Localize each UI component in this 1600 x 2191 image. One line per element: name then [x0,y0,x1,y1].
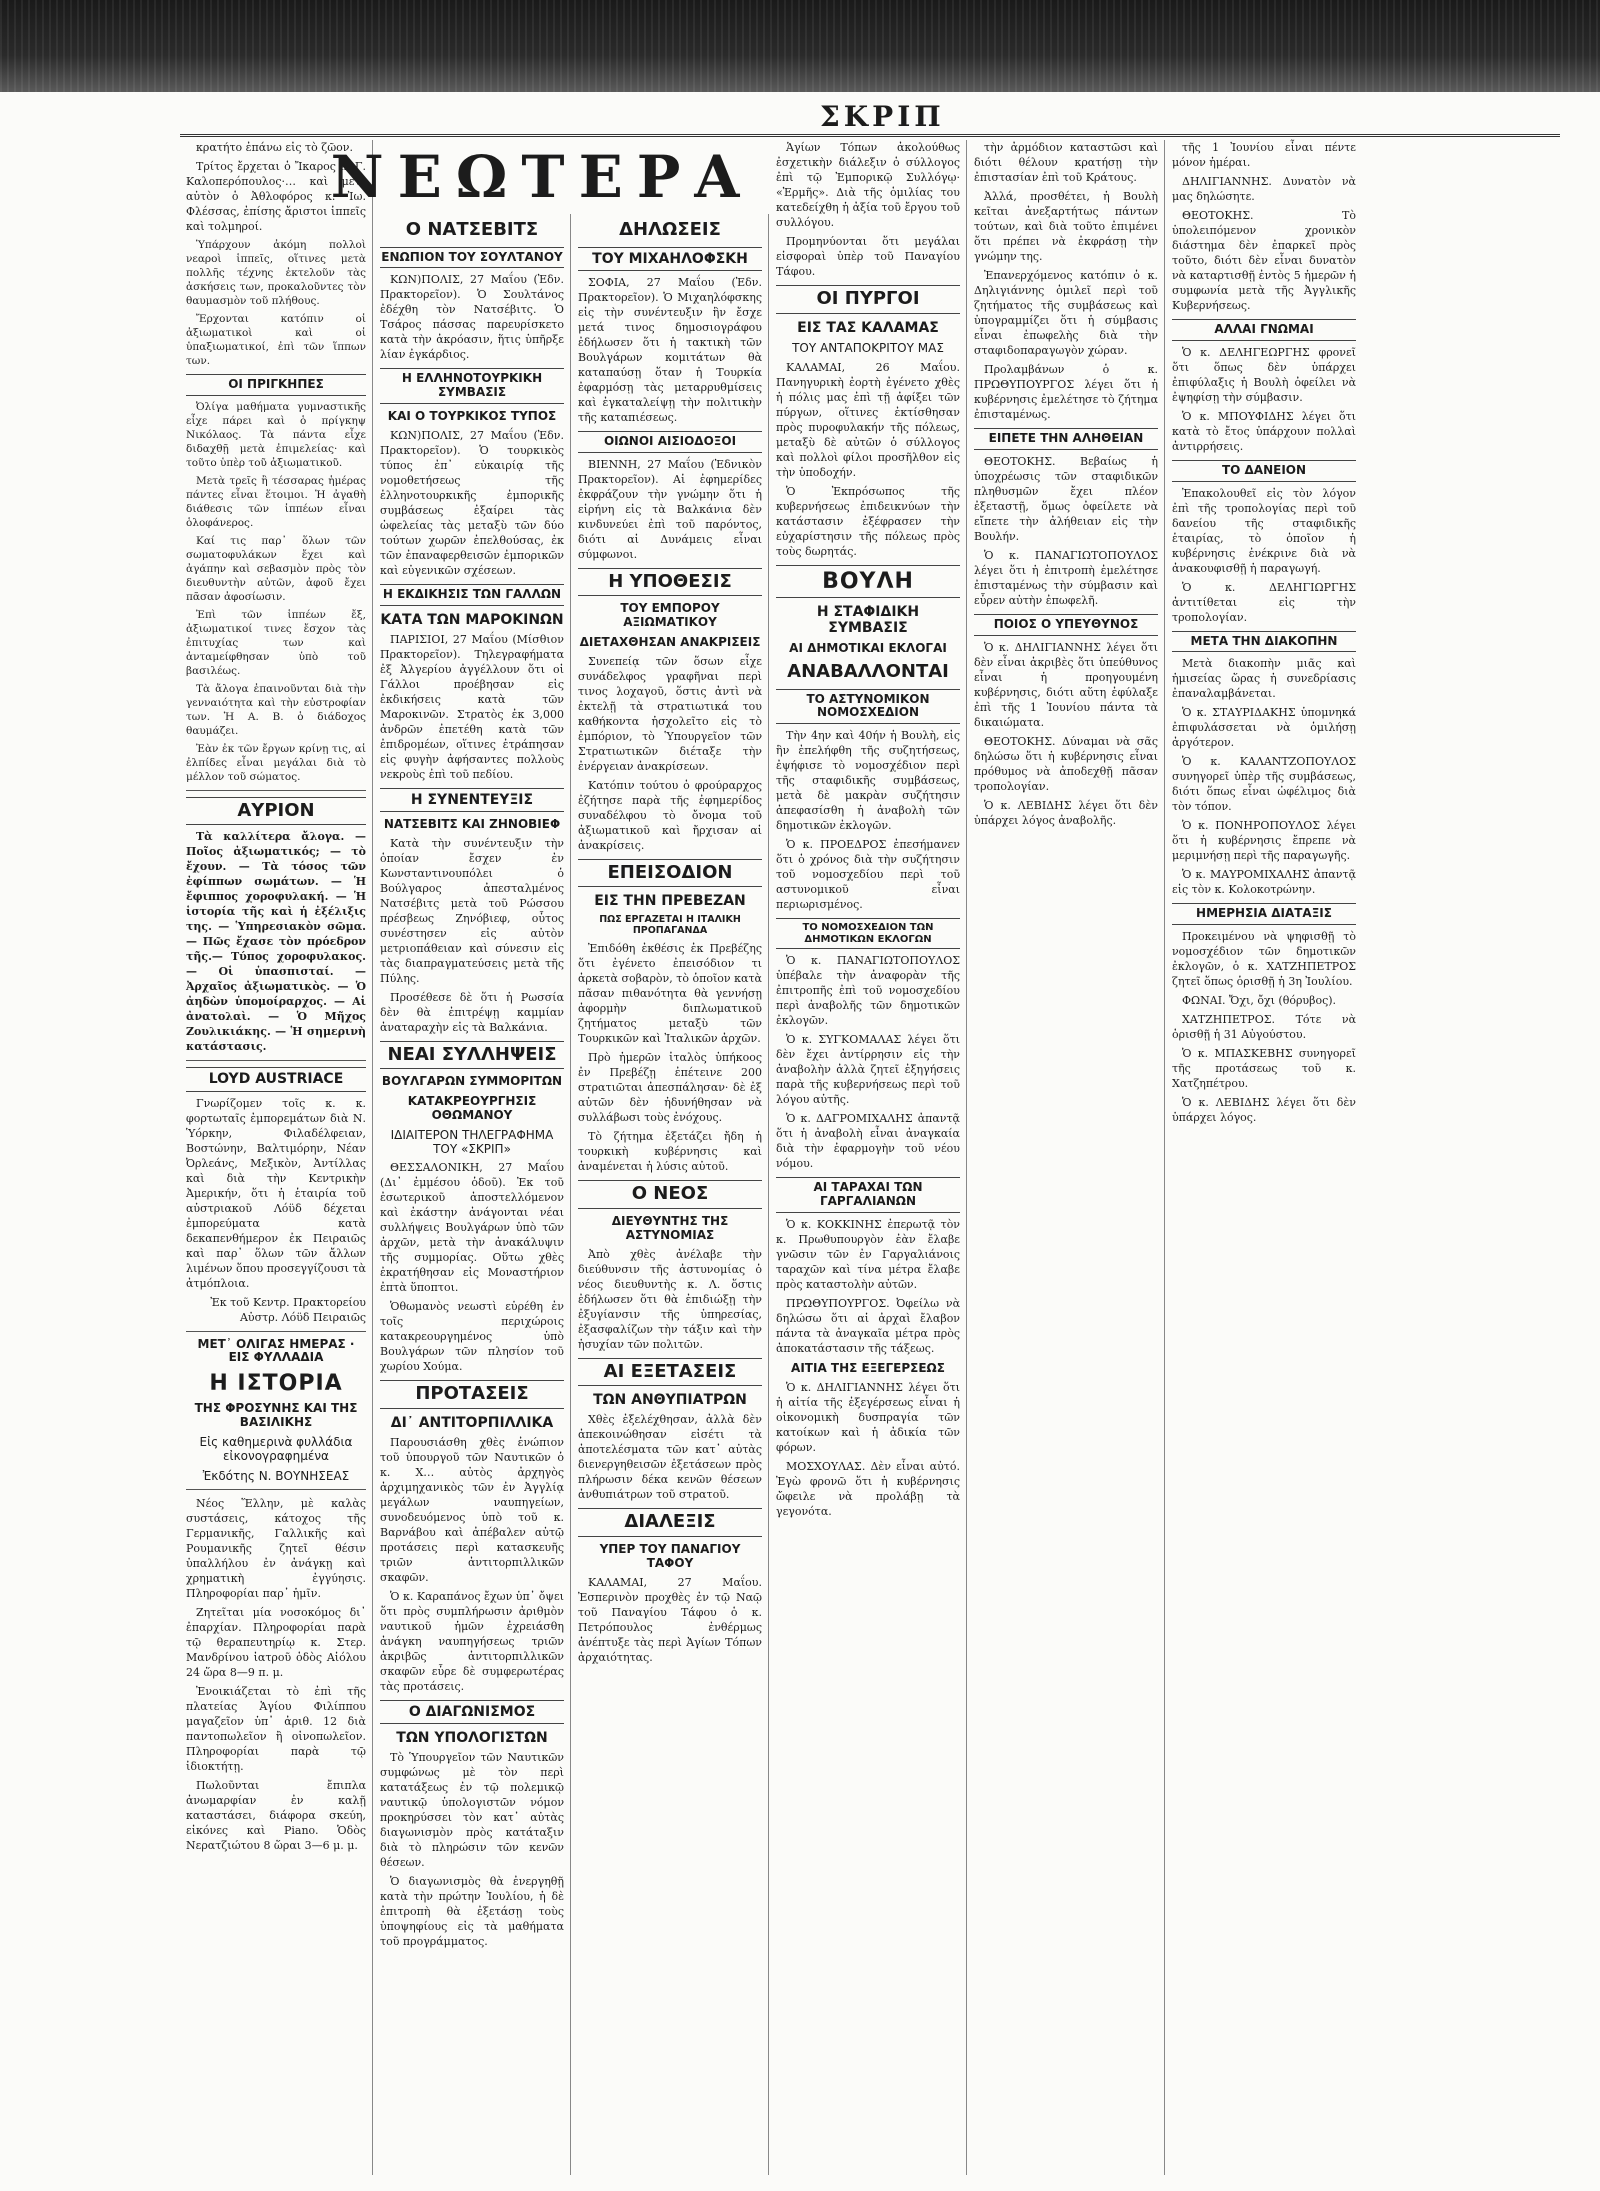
section-subheading: ΠΩΣ ΕΡΓΑΖΕΤΑΙ Η ΙΤΑΛΙΚΗ ΠΡΟΠΑΓΑΝΔΑ [599,914,741,937]
section-heading: ΜΕΤΑ ΤΗΝ ΔΙΑΚΟΠΗΝ [1172,631,1356,653]
paragraph: Ἐπακολουθεῖ εἰς τὸν λόγον ἐπὶ τῆς τροπολογίας περὶ τοῦ δανείου τῆς σταφιδικῆς ἑταιρίας, τὸ ὁποῖον ἡ κυβέρνησις ἐνέκρινε διὰ νὰ ἀνακουφισθῇ ἡ παραγωγή. [1172,486,1356,575]
paragraph: Τὴν 4ην καὶ 40ήν ἡ Βουλὴ, εἰς ἣν ἐπελήφθη τῆς συζητήσεως, ἐψήφισε τὸ νομοσχέδιον περὶ τῆς σταφιδικῆς συμβάσεως, μετὰ δὲ μακρὰν συζήτησιν ἀπεφασίσθη ἡ ἀναβολὴ τῶν δημοτικῶν ἐκλογῶν. [776,729,960,833]
section-subheading: ΤΟΥ ΜΙΧΑΗΛΟΦΣΚΗ [578,247,762,271]
section-subheading: ΤΟ ΑΣΤΥΝΟΜΙΚΟΝ ΝΟΜΟΣΧΕΔΙΟΝ [776,689,960,725]
paragraph: Ἀπὸ χθὲς ἀνέλαβε τὴν διεύθυνσιν τῆς ἀστυνομίας ὁ νέος διευθυντὴς κ. Λ. ὅστις ἐδήλωσεν ὅτι θὰ ἐπιδιώξῃ τὴν ἐξυγίανσιν τῆς ὑπηρεσίας, ἐξασφαλίζων τὴν τάξιν καὶ τὴν ἡσυχίαν τῶν πολιτῶν. [578,1247,762,1351]
paragraph: Ὁ κ. ΔΕΛΗΓΙΩΡΓΗΣ ἀντιτίθεται εἰς τὴν τροπολογίαν. [1172,580,1356,624]
column-2 [374,214,571,2175]
paragraph: Τὰ ἄλογα ἐπαινοῦνται διὰ τὴν γενναιότητα καὶ τὴν εὐστροφίαν των. Ἡ Α. Β. ὁ διάδοχος θαυμάζει. [186,682,366,737]
banner-title: ΝΕΩΤΕΡΑ [330,143,754,211]
paragraph: Ὁ κ. ΛΕΒΙΔΗΣ λέγει ὅτι δὲν ὑπάρχει λόγος ἀναβολῆς. [974,798,1158,827]
paragraph: Ὁ κ. ΔΗΛΙΓΙΑΝΝΗΣ λέγει ὅτι δὲν εἶναι ἀκριβὲς ὅτι ὑπεύθυνος εἶναι ἡ προηγουμένη κυβέρνησις, διότι αὕτη ἐφύλαξε ἐπὶ τῆς 1 Ἰουνίου πάντα τὰ δικαιώματα. [974,640,1158,729]
signature: Ἐκ τοῦ Κεντρ. Πρακτορείου Αὐστρ. Λόϋδ Πειραιῶς [210,1295,366,1324]
paragraph: Τὸ ζήτημα ἐξετάζει ἤδη ἡ τουρκικὴ κυβέρνησις καὶ ἀναμένεται ἡ λύσις αὐτοῦ. [578,1130,762,1174]
section-heading: ΝΕΑΙ ΣΥΛΛΗΨΕΙΣ [380,1041,564,1070]
section-subheading: ΕΙΣ ΤΑΣ ΚΑΛΑΜΑΣ [797,319,939,336]
section-subheading: ΕΙΣ ΤΗΝ ΠΡΕΒΕΖΑΝ [594,893,746,910]
section-subheading: ΤΟΥ ΕΜΠΟΡΟΥ ΑΞΙΩΜΑΤΙΚΟΥ [620,601,720,630]
section-heading: ΑΙ ΤΑΡΑΧΑΙ ΤΩΝ ΓΑΡΓΑΛΙΑΝΩΝ [776,1177,960,1213]
section-subheading: Η ΣΤΑΦΙΔΙΚΗ ΣΥΜΒΑΣΙΣ [816,603,920,636]
section-subheading: ΔΙ᾽ ΑΝΤΙΤΟΡΠΙΛΛΙΚΑ [390,1415,554,1432]
paragraph: Παρουσιάσθη χθὲς ἐνώπιον τοῦ ὑπουργοῦ τῶν Ναυτικῶν ὁ κ. Χ… αὐτὸς ἀρχηγὸς ἀρχιμηχανικὸς τῶν ἐν Ἀγγλίᾳ μεγάλων ναυπηγείων, συνοδευόμενος ὑπὸ τοῦ κ. Βαρνάβου καὶ ἀπέβαλεν αὐτῷ προτάσεις περὶ κατασκευῆς τριῶν ἀντιτορπιλλικῶν σκαφῶν. [380,1436,564,1585]
divider [186,1489,366,1490]
paragraph: κρατήτο ἐπάνω εἰς τὸ ζῶον. [196,141,353,154]
section-heading: ΕΠΕΙΣΟΔΙΟΝ [578,859,762,888]
section-subheading: ΑΙ ΔΗΜΟΤΙΚΑΙ ΕΚΛΟΓΑΙ [789,641,947,656]
paragraph: Τρίτος ἔρχεται ὁ Ἴκαρος κ. Γ. Καλοπερόπουλος·… καὶ μετ᾽ αὐτὸν ὁ Ἀθλοφόρος κ. Ἰω. Φλέσσας, ἐπίσης ἄριστοι ἱππεῖς καὶ τολμηροί. [186,160,366,233]
section-heading: Η ΕΚΔΙΚΗΣΙΣ ΤΩΝ ΓΑΛΛΩΝ [380,584,564,606]
paragraph: Ἀλλά, προσθέτει, ἡ Βουλὴ κεῖται ἀνεξαρτήτως πάντων τούτων, καὶ διὰ τοῦτο ἐπιμένει ὅτι πρέπει νὰ ἐκφράσῃ τὴν γνώμην της. [974,190,1158,263]
paragraph: ΧΑΤΖΗΠΕΤΡΟΣ. Τότε νὰ ὁρισθῇ ἡ 31 Αὐγούστου. [1172,1013,1356,1042]
section-heading: ΕΙΠΕΤΕ ΤΗΝ ΑΛΗΘΕΙΑΝ [974,428,1158,450]
section-heading: ΑΙ ΕΞΕΤΑΣΕΙΣ [578,1358,762,1387]
paragraph: Προκειμένου νὰ ψηφισθῇ τὸ νομοσχέδιον τῶν δημοτικῶν ἐκλογῶν, ὁ κ. ΧΑΤΖΗΠΕΤΡΟΣ ζητεῖ ὅπως ὁρισθῇ ἡ 3η Ἰουλίου. [1172,930,1356,989]
paragraph: Ὁ κ. ΠΟΝΗΡΟΠΟΥΛΟΣ λέγει ὅτι ἡ κυβέρνησις ἔπρεπε νὰ μεριμνήσῃ περὶ τῆς παραγωγῆς. [1172,819,1356,863]
paragraph: ΚΩΝ)ΠΟΛΙΣ, 27 Μαΐου (Ἐδν. Πρακτορεῖον). Ὁ Σουλτάνος ἐδέχθη τὸν Νατσέβιτς. Ὁ Τσάρος πάσσας παρευρίσκετο κατὰ τὴν ἀκρόασιν, ἥτις ὑπῆρξε λίαν ἐγκάρδιος. [380,273,564,362]
section-heading: ΤΟ ΝΟΜΟΣΧΕΔΙΟΝ ΤΩΝ ΔΗΜΟΤΙΚΩΝ ΕΚΛΟΓΩΝ [776,918,960,949]
paragraph: Ἐπανερχόμενος κατόπιν ὁ κ. Δηλιγιάννης ὁμιλεῖ περὶ τοῦ ζητήματος τῆς συμβάσεως καὶ ὑπογραμμίζει ὅτι ἡ σύμβασις εἶναι ἐπωφελὴς διὰ τὴν σταφιδοπαραγωγὸν χώραν. [974,269,1158,357]
paragraph: Προσέθεσε δὲ ὅτι ἡ Ρωσσία δὲν θὰ ἐπιτρέψῃ καμμίαν ἀναταραχὴν εἰς τὰ Βαλκάνια. [380,990,564,1034]
section-subheading: ΒΟΥΛΓΑΡΩΝ ΣΥΜΜΟΡΙΤΩΝ [381,1074,563,1089]
paragraph: Κατόπιν τούτου ὁ φρούραρχος ἐζήτησε παρὰ τῆς ἐφημερίδος συναδέλφου τὸ ὄνομα τοῦ ἀξιωματικοῦ καὶ ἤρχισαν αἱ ἀνακρίσεις. [578,778,762,852]
column-5 [968,140,1165,2175]
paragraph: ΣΟΦΙΑ, 27 Μαΐου (Ἐδν. Πρακτορεῖον). Ὁ Μιχαηλόφσκης εἰς τὴν συνέντευξιν ἣν ἔσχε μετά τινος δημοσιογράφου ἐδήλωσεν ὅτι ἡ τακτικὴ τῶν Βουλγάρων κομιτάτων θὰ καταπαύσῃ ὅταν ἡ Τουρκία ἐφαρμόσῃ τὰς μεταρρυθμίσεις καὶ ἐγκαταλείψῃ τὴν πολιτικὴν τῆς καταπιέσεως. [578,275,762,424]
divider [186,1331,366,1332]
section-heading: ΑΙΤΙΑ ΤΗΣ ΕΞΕΓΕΡΣΕΩΣ [791,1360,945,1375]
paragraph: Ὁ κ. ΣΤΑΥΡΙΔΑΚΗΣ ὑπομνηκά ἐπιφυλάσσεται νὰ ὁμιλήσῃ ἀργότερον. [1172,706,1356,750]
section-heading: ΠΡΟΤΑΣΕΙΣ [380,1380,564,1409]
paragraph: Ἐπιδόθη ἐκθέσις ἐκ Πρεβέζης ὅτι ἐγένετο ἐπεισόδιον τι ἀρκετὰ σοβαρὸν, τὸ ὁποῖον κατὰ πᾶσαν πιθανότητα θὰ γεννήσῃ ἀφορμὴν διπλωματικοῦ ζητήματος μεταξὺ τῶν Τουρκικῶν καὶ Ἰταλικῶν ἀρχῶν. [578,942,762,1046]
masthead-title: ΣΚΡΙΠ [820,100,945,133]
section-subheading: ΙΔΙΑΙΤΕΡΟΝ ΤΗΛΕΓΡΑΦΗΜΑ ΤΟΥ «ΣΚΡΙΠ» [390,1127,554,1156]
paragraph: Ἐπὶ τῶν ἱππέων ἔξ, ἀξιωματικοί τινες ἔσχον τὰς ἐπιτυχίας των καὶ ἀνταμείφθησαν ὑπὸ τοῦ βασιλέως. [186,608,366,677]
divider [186,1060,366,1061]
paragraph: Ὁ κ. ΠΑΝΑΓΙΩΤΟΠΟΥΛΟΣ λέγει ὅτι ἡ ἐπιτροπὴ ἐμελέτησε ἐπισταμένως τὴν σύμβασιν καὶ εὗρεν αὐτὴν ἐπωφελῆ. [974,548,1158,607]
paragraph: Ὁθωμανὸς νεωστὶ εὑρέθη ἐν τοῖς περιχώροις κατακρεουργημένος ὑπὸ Βουλγάρων τῶν πλησίον τοῦ χωρίου Χούμα. [380,1300,564,1374]
paragraph: Ὁ κ. ΠΑΝΑΓΙΩΤΟΠΟΥΛΟΣ ὑπέβαλε τὴν ἀναφορὰν τῆς ἐπιτροπῆς ἐπὶ τοῦ νομοσχεδίου περὶ ἀναβολῆς τῶν δημοτικῶν ἐκλογῶν. [776,954,960,1028]
paragraph: Ὑπάρχουν ἀκόμη πολλοὶ νεαροὶ ἱππεῖς, οἵτινες μετὰ πολλῆς τέχνης ἐκτελοῦν τὰς ἀσκήσεις των, προκαλοῦντες τὸν θαυμασμὸν τοῦ πλήθους. [186,239,366,307]
paragraph: Ὁ κ. ΜΠΑΣΚΕΒΗΣ συνηγορεῖ τῆς προτάσεως τοῦ κ. Χατζηπέτρου. [1172,1047,1356,1091]
paragraph: Ὁ κ. ΔΕΛΗΓΕΩΡΓΗΣ φρονεῖ ὅτι ὅπως δὲν ὑπάρχει ἐπιφύλαξις ἡ Βουλὴ ὀφείλει νὰ ἐψηφίσῃ τὴν σύμβασιν. [1172,345,1356,404]
paragraph: Ἁγίων Τόπων ἀκολούθως ἐσχετικὴν διάλεξιν ὁ σύλλογος ἐπὶ τῷ Ἐμπορικῷ Συλλόγῳ· «Ἑρμῆς». Διὰ τῆς ὁμιλίας του κατεδείχθη ἡ ἀξία τοῦ ἔργου τοῦ συλλόγου. [776,141,960,229]
section-heading: ΤΟ ΔΑΝΕΙΟΝ [1172,460,1356,482]
section-subheading: ΔΙΕΥΘΥΝΤΗΣ ΤΗΣ ΑΣΤΥΝΟΜΙΑΣ [611,1213,729,1242]
masthead [180,100,1560,137]
paragraph: Μετὰ διακοπὴν μιᾶς καὶ ἡμισείας ὥρας ἡ συνεδρίασις ἐπαναλαμβάνεται. [1172,657,1356,701]
section-subheading: ΚΑΤΑΚΡΕΟΥΡΓΗΣΙΣ ΟΘΩΜΑΝΟΥ [407,1094,537,1122]
classified-ad: Πωλοῦνται ἔπιπλα ἀνωμαρφίαν ἐν καλῇ καταστάσει, διάφορα σκεύη, εἰκόνες καὶ Piano. Ὁδὸς Νερατζιώτου 8 ὥραι 3—6 μ. μ. [186,1779,366,1853]
paragraph: ΦΩΝΑΙ. Ὄχι, ὄχι (θόρυβος). [1182,994,1337,1008]
paragraph: Γνωρίζομεν τοῖς κ. κ. φορτωταῖς ἐμπορεμάτων διὰ Ν. Ὑόρκην, Φιλαδέλφειαν, Βοστώνην, Βαλτιμόρην, Νέαν Ὀρλεάνς, Μεξικὸν, Ἀντίλλας καὶ διὰ τὴν Κεντρικὴν Ἀμερικήν, ὅτι ἡ ἑταιρία τοῦ αὐστριακοῦ Λόϋδ δέχεται ἐμπορεύματα κατὰ δεκαπενθήμερον ἐκ Πειραιῶς καὶ παρ᾽ ὅλων τῶν ἄλλων λιμένων ὅπου προσεγγίζουσι τὰ ἀτμόπλοια. [186,1096,366,1290]
paragraph: Καί τις παρ᾽ ὅλων τῶν σωματοφυλάκων ἔχει καὶ ἀγάπην καὶ σεβασμὸν πρὸς τὸν διευθυντὴν αὐτῶν, ἀφοῦ ἔχει πᾶσαν ἀφοσίωσιν. [186,534,366,603]
section-subheading: ΚΑΙ Ο ΤΟΥΡΚΙΚΟΣ ΤΥΠΟΣ [387,409,557,424]
section-heading: Ο ΝΑΤΣΕΒΙΤΣ [405,219,539,240]
paragraph: Ὁ κ. ΚΟΚΚΙΝΗΣ ἐπερωτᾷ τὸν κ. Πρωθυπουργὸν ἐὰν ἔλαβε γνῶσιν τῶν ἐν Γαργαλιάνοις ταραχῶν καὶ τίνα μέτρα ἔλαβε πρὸς καταστολὴν αὐτῶν. [776,1217,960,1291]
section-subheading: ΑΝΑΒΑΛΛΟΝΤΑΙ [787,660,949,682]
section-heading: ΔΙΑΛΕΞΙΣ [578,1508,762,1537]
section-subheading: ΝΑΤΣΕΒΙΤΣ ΚΑΙ ΖΗΝΟΒΙΕΦ [383,816,561,831]
paragraph: ΚΑΛΑΜΑΙ, 26 Μαΐου. Πανηγυρικὴ ἐορτὴ ἐγένετο χθὲς ἡ πόλις μας ἐπὶ τῇ ἀφίξει τῶν πύργων, οἵτινες ἐκτίσθησαν πρὸς πυροφυλακήν τῆς πόλεως, μεταξὺ δὲ αὐτῶν ὁ σύλλογος καὶ πολλοὶ φίλοι προσῆλθον εἰς τὴν ὑποδοχήν. [776,360,960,479]
paragraph: Μετὰ τρεῖς ἢ τέσσαρας ἡμέρας πάντες εἶναι ἕτοιμοι. Ἡ ἀγαθὴ διάθεσις τῶν ἱππέων εἶναι ὁλοφάνερος. [186,474,366,529]
paragraph: ΔΗΛΙΓΙΑΝΝΗΣ. Δυνατὸν νὰ μας δηλώσητε. [1172,175,1356,203]
section-heading: LOYD AUSTRIACE [186,1067,366,1091]
paragraph: ΚΑΛΑΜΑΙ, 27 Μαΐου. Ἐσπερινὸν προχθὲς ἐν τῷ Ναῷ τοῦ Παναγίου Τάφου ὁ κ. Πετρόπουλος ἐνθέρμως ἀνέπτυξε τὰς περὶ Ἀγίων Τόπων ἀρχαιότητας. [578,1575,762,1664]
section-subheading: Εἰς καθημερινὰ φυλλάδια εἰκονογραφημένα [199,1435,353,1463]
section-subheading: ΥΠΕΡ ΤΟΥ ΠΑΝΑΓΙΟΥ ΤΑΦΟΥ [599,1542,741,1570]
ad-kicker: ΜΕΤ᾽ ΟΛΙΓΑΣ ΗΜΕΡΑΣ · ΕΙΣ ΦΥΛΛΑΔΙΑ [197,1336,355,1365]
column-6 [1166,140,1362,2175]
paragraph: Κατὰ τὴν συνέντευξιν τὴν ὁποίαν ἔσχεν ἐν Κωνσταντινουπόλει ὁ Βούλγαρος ἀπεσταλμένος Νατσέβιτς μετὰ τοῦ Ρώσσου πρέσβεως Ζηνόβιεφ, οὗτος συνέστησεν εἰς αὐτὸν μετριοπάθειαν καὶ σύνεσιν εἰς τὰς διαπραγματεύσεις μετὰ τῆς Πύλης. [380,836,564,985]
paragraph: Ὁ κ. ΛΕΒΙΔΗΣ λέγει ὅτι δὲν ὑπάρχει λόγος. [1172,1096,1356,1125]
paragraph: Προμηνύονται ὅτι μεγάλαι εἰσφοραὶ ὑπὲρ τοῦ Παναγίου Τάφου. [776,235,960,278]
paragraph: Ὁ διαγωνισμὸς θὰ ἐνεργηθῇ κατὰ τὴν πρώτην Ἰουλίου, ἡ δὲ ἐπιτροπὴ θὰ ἐξετάσῃ τοὺς ὑποψηφίους εἰς τὰ μαθήματα τοῦ προγράμματος. [380,1875,564,1949]
section-heading: ΗΜΕΡΗΣΙΑ ΔΙΑΤΑΞΙΣ [1172,903,1356,925]
column-1 [180,140,373,2175]
publisher-line: Ἐκδότης Ν. ΒΟΥΝΗΣΕΑΣ [202,1468,350,1483]
paragraph: ΘΕΟΤΟΚΗΣ. Βεβαίως ἡ ὑποχρέωσις τῶν σταφιδικῶν πληθυσμῶν ἔχει πλέον ἐξεταστῇ, ὅμως ὀφείλετε νὰ εἴπετε τὴν ἀλήθειαν εἰς τὴν Βουλήν. [974,454,1158,543]
column-4 [770,140,967,2175]
paragraph: Ὁ κ. ΣΥΓΚΟΜΑΛΑΣ λέγει ὅτι δὲν ἔχει ἀντίρρησιν εἰς τὴν ἀναβολὴν ἀλλὰ ζητεῖ ἐξηγήσεις παρὰ τῆς κυβερνήσεως περὶ τοῦ λόγου αὐτῆς. [776,1033,960,1107]
classified-ad: Ζητεῖται μία νοσοκόμος δι᾽ ἐπαρχίαν. Πληροφορίαι παρὰ τῷ θεραπευτηρίῳ κ. Στερ. Μανδρίνου ἰατροῦ ὁδὸς Αἰόλου 24 ὥρα 8—9 π. μ. [186,1606,366,1680]
section-heading: Η ΕΛΛΗΝΟΤΟΥΡΚΙΚΗ ΣΥΜΒΑΣΙΣ [380,368,564,404]
paragraph: Τὸ Ὑπουργεῖον τῶν Ναυτικῶν συμφώνως μὲ τὸν περὶ κατατάξεως ἐν τῷ πολεμικῷ ναυτικῷ ὑπολογιστῶν νόμον προκηρύσσει τὸν κατ᾽ αὐτὰς διαγωνισμὸν πρὸς κατάταξιν διὰ τὸ πληρώσιν τῶν κενῶν θέσεων. [380,1751,564,1870]
paragraph: ΠΑΡΙΣΙΟΙ, 27 Μαΐου (Μίσθιον Πρακτορεῖον). Τηλεγραφήματα ἐξ Ἀλγερίου ἀγγέλλουν ὅτι οἱ Γάλλοι προέβησαν εἰς ἐκδικήσεις κατὰ τῶν Μαροκινῶν. Στρατὸς ἐκ 3,000 ἀνδρῶν ἐπετέθη κατὰ τῶν ἐπιδρομέων, οἵτινες ἐτράπησαν εἰς φυγὴν ἀφήσαντες πολλοὺς νεκροὺς ἐπὶ τοῦ πεδίου. [380,632,564,781]
section-heading: ΑΥΡΙΟΝ [186,797,366,826]
section-subheading: ΤΩΝ ΑΝΘΥΠΙΑΤΡΩΝ [593,1392,747,1409]
paragraph: Ὁ κ. Καραπάνος ἔχων ὑπ᾽ ὄψει ὅτι πρὸς συμπλήρωσιν ἀριθμὸν ναυτικοῦ ἡμῶν ἐχρειάσθη ἀνάγκη ναυπηγήσεως τριῶν ἀκριβῶς ἀντιτορπιλλικῶν σκαφῶν εὗρε δὲ συμφερωτέρας τὰς προτάσεις. [380,1590,564,1694]
paragraph: ΒΙΕΝΝΗ, 27 Μαΐου (Ἐδνικὸν Πρακτορεῖον). Αἱ ἐφημερίδες ἐκφράζουν τὴν γνώμην ὅτι ἡ εἰρήνη εἰς τὰ Βαλκάνια δὲν κινδυνεύει ἐπὶ τοῦ παρόντος, διότι αἱ Δυνάμεις εἶναι σύμφωνοι. [578,457,762,561]
section-heading: ΟΙΩΝΟΙ ΑΙΣΙΟΔΟΞΟΙ [578,431,762,453]
paragraph: ΠΡΩΘΥΠΟΥΡΓΟΣ. Ὀφείλω νὰ δηλώσω ὅτι αἱ ἀρχαὶ ἔλαβον πάντα τὰ ἀναγκαῖα μέτρα πρὸς ἀποκατάστασιν τῆς τάξεως. [776,1296,960,1355]
section-heading: ΒΟΥΛΗ [776,565,960,598]
column-3 [572,214,769,2175]
paragraph: Ὁ κ. ΔΗΛΙΓΙΑΝΝΗΣ λέγει ὅτι ἡ αἰτία τῆς ἐξεγέρσεως εἶναι ἡ οἰκονομικὴ δυσπραγία τῶν κατοίκων καὶ ἡ ἀδικία τῶν φόρων. [776,1380,960,1454]
paragraph: Ὁ κ. ΔΑΓΡΟΜΙΧΑΛΗΣ ἀπαντᾷ ὅτι ἡ ἀναβολὴ εἶναι ἀναγκαία διὰ τὴν ἐφαρμογὴν τοῦ νέου νόμου. [776,1112,960,1171]
paragraph: Ἐὰν ἐκ τῶν ἔργων κρίνῃ τις, αἱ ἐλπίδες εἶναι μεγάλαι διὰ τὸ μέλλον τοῦ σώματος. [186,742,366,783]
section-heading: Η ΥΠΟΘΕΣΙΣ [578,568,762,597]
section-heading: Η ΙΣΤΟΡΙΑ [209,1371,343,1397]
paragraph: ΘΕΣΣΑΛΟΝΙΚΗ, 27 Μαΐου (Δι᾽ ἐμμέσου ὁδοῦ). Ἐκ τοῦ ἐσωτερικοῦ ἀποστελλόμενον καὶ ἐκάστην ἀνάγονται νέαι συλλήψεις Βουλγάρων ὑπὸ τῶν ἀρχῶν, μετὰ τὴν ἀνακάλυψιν τῆς συμμορίας. Οὕτω χθὲς ἐκρατήθησαν εἰς Μοναστήριον ἐπτὰ ὕποπτοι. [380,1161,564,1295]
paragraph: Προλαμβάνων ὁ κ. ΠΡΩΘΥΠΟΥΡΓΟΣ λέγει ὅτι ἡ κυβέρνησις ἐμελέτησε τὸ ζήτημα ἐπισταμένως. [974,363,1158,421]
section-subheading: ΤΟΥ ΑΝΤΑΠΟΚΡΙΤΟΥ ΜΑΣ [792,340,944,355]
paragraph: ΚΩΝ)ΠΟΛΙΣ, 27 Μαΐου (Ἐδν. Πρακτορεῖον). Ὁ τουρκικὸς τύπος ἐπ᾽ εὐκαιρίᾳ τῆς νομοθετήσεως τῆς ἑλληνοτουρκικῆς ἐμπορικῆς συμβάσεως ἐξαίρει τὰς ὠφελείας τὰς μεταξὺ τῶν δύο τούτων χωρῶν ἐπελθούσας, ἐκ τῶν ἐπαναφερθεισῶν ἐμπορικῶν καὶ εὐγενικῶν σχέσεων. [380,428,564,577]
section-heading: ΟΙ ΠΡΙΓΚΗΠΕΣ [186,374,366,396]
section-heading: Ο ΝΕΟΣ [578,1180,762,1209]
paragraph: τὴν ἀρμόδιον καταστῶσι καὶ διότι θέλουν κρατήσῃ τὴν ἐπιστασίαν ἐπὶ τοῦ Κράτους. [974,141,1158,184]
paragraph: Χθὲς ἐξελέχθησαν, ἀλλὰ δὲν ἀπεκοινώθησαν εἰσέτι τὰ ἀποτελέσματα τῶν κατ᾽ αὐτὰς διενεργηθεισῶν ἐξετάσεων πρὸς πλήρωσιν δέκα κενῶν θέσεων ἀνθυπιάτρων τοῦ στρατοῦ. [578,1413,762,1502]
section-subheading: ΕΝΩΠΙΟΝ ΤΟΥ ΣΟΥΛΤΑΝΟΥ [380,247,564,269]
section-subheading: ΔΙΕΤΑΧΘΗΣΑΝ ΑΝΑΚΡΙΣΕΙΣ [579,634,761,649]
section-heading: ΠΟΙΟΣ Ο ΥΠΕΥΘΥΝΟΣ [974,614,1158,636]
paragraph: Ὁ κ. ΚΑΛΑΝΤΖΟΠΟΥΛΟΣ συνηγορεῖ ὑπὲρ τῆς συμβάσεως, διότι ὅπως εἶναι ὠφέλιμος διὰ τὸν τόπον. [1172,755,1356,814]
paragraph: ΘΕΟΤΟΚΗΣ. Δύναμαι νὰ σᾶς δηλώσω ὅτι ἡ κυβέρνησις εἶναι πρόθυμος νὰ ἀποδεχθῇ πᾶσαν τροπολογίαν. [974,734,1158,793]
divider [186,790,366,791]
paragraph: Συνεπείᾳ τῶν ὅσων εἶχε συνάδελφος γραφῆναι περὶ τινος λοχαγοῦ, ὅστις ἀντὶ νὰ ἐκτελῇ τὰ στρατιωτικά του καθήκοντα ἠσχολεῖτο εἰς τὸ ἐμπόριον, τὸ Ὑπουργεῖον τῶν Στρατιωτικῶν διέταξε τὴν ἐνέργειαν ἀνακρίσεων. [578,654,762,773]
paragraph: Ὁ Ἐκπρόσωπος τῆς κυβερνήσεως ἐπιδεικνύων τὴν κατάστασιν ἐξέφρασεν τὴν εὐχαρίστησιν τῆς πόλεως πρὸς τοὺς δωρητάς. [776,484,960,558]
paragraph: ΜΟΣΧΟΥΛΑΣ. Δὲν εἶναι αὐτό. Ἐγὼ φρονῶ ὅτι ἡ κυβέρνησις ὤφειλε νὰ προλάβῃ τὰ γεγονότα. [776,1459,960,1518]
paragraph: Τὰ καλλίτερα ἄλογα. — Ποῖος ἀξιωματικός; — τὸ ἔχουν. — Τὰ τόσος τῶν ἐφίππων σωμάτων. — Ἡ ἔφιππος χοροφυλακή. — Ἡ ἱστορία τῆς καὶ ἡ ἐξέλιξις της. — Ὑπηρεσιακὸν σῶμα. — Πῶς ἔχασε τὸν πρόεδρον τῆς.— Τύπος χοροφυλακος.— Οἱ ὑπασπισταί. — Ἀρχαῖος ἀξιωματικὸς. — Ὁ ἀηδὼν ὑπομοίραρχος. — Αἱ ἀνατολαὶ. — Ὁ Μῆχος Ζουλικιάκης. — Ἡ σημερινὴ κατάστασις. [186,830,366,1054]
section-subheading: ΤΩΝ ΥΠΟΛΟΓΙΣΤΩΝ [396,1730,548,1747]
paragraph: ΘΕΟΤΟΚΗΣ. Τὸ ὑπολειπόμενον χρονικὸν διάστημα δὲν ἐπαρκεῖ πρὸς τοῦτο, διότι δὲν εἶναι δυνατὸν νὰ καταρτισθῇ ἐντὸς 5 ἡμερῶν ἡ συμφωνία μετὰ τῆς Ἀγγλικῆς Κυβερνήσεως. [1172,209,1356,312]
section-subheading: ΚΑΤΑ ΤΩΝ ΜΑΡΟΚΙΝΩΝ [380,611,564,628]
classified-ad: Νέος Ἕλλην, μὲ καλὰς συστάσεις, κάτοχος τῆς Γερμανικῆς, Γαλλικῆς καὶ Ρουμανικῆς ζητεῖ θέσιν ὑπαλλήλου ἐν ἀνάγκῃ καὶ χρηματικὴ ἐγγύησις. Πληροφορίαι παρ᾽ ἡμῖν. [186,1497,366,1601]
section-heading: Η ΣΥΝΕΝΤΕΥΞΙΣ [380,788,564,812]
classified-ad: Ἐνοικιάζεται τὸ ἐπὶ τῆς πλατείας Ἁγίου Φιλίππου μαγαζεῖον ὑπ᾽ ἀριθ. 12 διὰ παντοπωλεῖον ἢ οἰνοπωλεῖον. Πληροφορίαι παρὰ τῷ ἰδιοκτήτῃ. [186,1685,366,1774]
paragraph: τῆς 1 Ἰουνίου εἶναι πέντε μόνον ἡμέραι. [1172,141,1356,169]
paragraph: Ὁ κ. ΜΠΟΥΦΙΔΗΣ λέγει ὅτι κατὰ τὸ ἔτος ὑπάρχουν πολλαὶ ἀντιρρήσεις. [1172,409,1356,453]
paragraph: Ὁ κ. ΠΡΟΕΔΡΟΣ ἐπεσήμανεν ὅτι ὁ χρόνος διὰ τὴν συζήτησιν τοῦ νομοσχεδίου περὶ τοῦ αστυνομικοῦ εἶναι περιωρισμένος. [776,838,960,912]
paragraph: Πρὸ ἡμερῶν ἰταλὸς ὑπήκοος ἐν Πρεβέζῃ ἐπέτεινε 200 στρατιῶται ἀπεσπάλησαν· δὲ ἐξ αὐτῶν δὲν ἠδυνήθησαν νὰ συλλάβωσι τοὺς ἐνόχους. [578,1051,762,1125]
section-heading: Ο ΔΙΑΓΩΝΙΣΜΟΣ [380,1700,564,1724]
section-heading: ΔΗΛΩΣΕΙΣ [619,219,721,240]
section-heading: ΑΛΛΑΙ ΓΝΩΜΑΙ [1172,319,1356,341]
paragraph: Ἔρχονται κατόπιν οἱ ἀξιωματικοὶ καὶ οἱ ὑπαξιωματικοί, ἐπὶ τῶν ἵππων των. [186,313,366,367]
paragraph: Ὁ κ. ΜΑΥΡΟΜΙΧΑΛΗΣ ἀπαντᾷ εἰς τὸν κ. Κολοκοτρώνην. [1172,868,1356,897]
paragraph: Ὀλίγα μαθήματα γυμναστικῆς εἶχε πάρει καὶ ὁ πρίγκηψ Νικόλαος. Τὰ πάντα εἶχε διδαχθῇ μετὰ ἐπιμελείας· καὶ τοῦτο ὑπὲρ τοῦ ἀξιωματικοῦ. [186,400,366,469]
section-heading: ΟΙ ΠΥΡΓΟΙ [776,285,960,314]
scan-dark-band [0,0,1600,92]
section-subheading: ΤΗΣ ΦΡΟΣΥΝΗΣ ΚΑΙ ΤΗΣ ΒΑΣΙΛΙΚΗΣ [194,1401,358,1430]
